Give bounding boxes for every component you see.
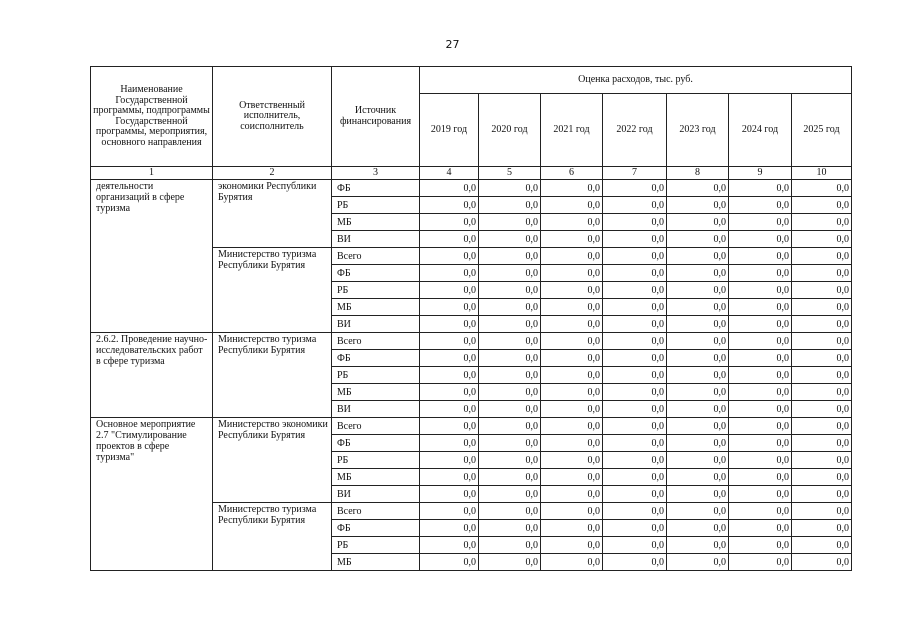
funding-source-cell: ФБ bbox=[332, 180, 420, 197]
value-cell: 0,0 bbox=[792, 486, 852, 503]
value-cell: 0,0 bbox=[603, 520, 667, 537]
header-year: 2025 год bbox=[792, 94, 852, 167]
funding-source-cell: МБ bbox=[332, 214, 420, 231]
value-cell: 0,0 bbox=[792, 265, 852, 282]
value-cell: 0,0 bbox=[792, 197, 852, 214]
column-number: 3 bbox=[332, 167, 420, 180]
funding-source-cell: ВИ bbox=[332, 316, 420, 333]
value-cell: 0,0 bbox=[420, 282, 479, 299]
value-cell: 0,0 bbox=[603, 265, 667, 282]
column-number: 7 bbox=[603, 167, 667, 180]
value-cell: 0,0 bbox=[792, 452, 852, 469]
value-cell: 0,0 bbox=[541, 350, 603, 367]
value-cell: 0,0 bbox=[603, 299, 667, 316]
value-cell: 0,0 bbox=[479, 299, 541, 316]
value-cell: 0,0 bbox=[479, 180, 541, 197]
value-cell: 0,0 bbox=[603, 469, 667, 486]
value-cell: 0,0 bbox=[667, 316, 729, 333]
value-cell: 0,0 bbox=[729, 520, 792, 537]
header-year: 2019 год bbox=[420, 94, 479, 167]
value-cell: 0,0 bbox=[729, 316, 792, 333]
value-cell: 0,0 bbox=[792, 554, 852, 571]
value-cell: 0,0 bbox=[479, 554, 541, 571]
value-cell: 0,0 bbox=[667, 418, 729, 435]
value-cell: 0,0 bbox=[541, 265, 603, 282]
value-cell: 0,0 bbox=[603, 367, 667, 384]
value-cell: 0,0 bbox=[729, 469, 792, 486]
value-cell: 0,0 bbox=[667, 367, 729, 384]
value-cell: 0,0 bbox=[792, 435, 852, 452]
value-cell: 0,0 bbox=[729, 265, 792, 282]
column-number: 5 bbox=[479, 167, 541, 180]
executor-cell: Министерство туризма Республики Бурятия bbox=[213, 503, 332, 571]
header-year: 2023 год bbox=[667, 94, 729, 167]
value-cell: 0,0 bbox=[667, 469, 729, 486]
value-cell: 0,0 bbox=[792, 214, 852, 231]
value-cell: 0,0 bbox=[729, 214, 792, 231]
value-cell: 0,0 bbox=[729, 180, 792, 197]
value-cell: 0,0 bbox=[479, 214, 541, 231]
value-cell: 0,0 bbox=[603, 435, 667, 452]
value-cell: 0,0 bbox=[420, 384, 479, 401]
value-cell: 0,0 bbox=[729, 299, 792, 316]
header-year: 2020 год bbox=[479, 94, 541, 167]
header-year: 2022 год bbox=[603, 94, 667, 167]
value-cell: 0,0 bbox=[541, 197, 603, 214]
value-cell: 0,0 bbox=[479, 418, 541, 435]
header-program-name: Наименование Государственной программы, подпрограммы Государственной программы, мероприятия, основного направления bbox=[91, 67, 213, 167]
value-cell: 0,0 bbox=[541, 180, 603, 197]
value-cell: 0,0 bbox=[420, 520, 479, 537]
column-number: 4 bbox=[420, 167, 479, 180]
value-cell: 0,0 bbox=[729, 486, 792, 503]
value-cell: 0,0 bbox=[541, 418, 603, 435]
value-cell: 0,0 bbox=[603, 197, 667, 214]
funding-source-cell: ФБ bbox=[332, 265, 420, 282]
value-cell: 0,0 bbox=[420, 214, 479, 231]
value-cell: 0,0 bbox=[729, 435, 792, 452]
value-cell: 0,0 bbox=[479, 197, 541, 214]
value-cell: 0,0 bbox=[603, 180, 667, 197]
value-cell: 0,0 bbox=[603, 486, 667, 503]
funding-source-cell: ВИ bbox=[332, 486, 420, 503]
value-cell: 0,0 bbox=[729, 282, 792, 299]
value-cell: 0,0 bbox=[729, 248, 792, 265]
value-cell: 0,0 bbox=[667, 435, 729, 452]
value-cell: 0,0 bbox=[479, 452, 541, 469]
value-cell: 0,0 bbox=[603, 452, 667, 469]
value-cell: 0,0 bbox=[603, 503, 667, 520]
funding-source-cell: Всего bbox=[332, 418, 420, 435]
value-cell: 0,0 bbox=[420, 248, 479, 265]
value-cell: 0,0 bbox=[541, 452, 603, 469]
value-cell: 0,0 bbox=[541, 316, 603, 333]
value-cell: 0,0 bbox=[792, 350, 852, 367]
column-number: 10 bbox=[792, 167, 852, 180]
executor-cell: экономики Республики Бурятия bbox=[213, 180, 332, 248]
value-cell: 0,0 bbox=[792, 231, 852, 248]
value-cell: 0,0 bbox=[667, 231, 729, 248]
value-cell: 0,0 bbox=[541, 384, 603, 401]
value-cell: 0,0 bbox=[667, 333, 729, 350]
value-cell: 0,0 bbox=[420, 469, 479, 486]
value-cell: 0,0 bbox=[667, 214, 729, 231]
value-cell: 0,0 bbox=[729, 350, 792, 367]
value-cell: 0,0 bbox=[603, 248, 667, 265]
value-cell: 0,0 bbox=[792, 180, 852, 197]
funding-source-cell: ФБ bbox=[332, 435, 420, 452]
value-cell: 0,0 bbox=[603, 282, 667, 299]
value-cell: 0,0 bbox=[729, 452, 792, 469]
value-cell: 0,0 bbox=[729, 503, 792, 520]
funding-source-cell: РБ bbox=[332, 537, 420, 554]
value-cell: 0,0 bbox=[541, 333, 603, 350]
funding-source-cell: ВИ bbox=[332, 401, 420, 418]
value-cell: 0,0 bbox=[792, 503, 852, 520]
value-cell: 0,0 bbox=[729, 333, 792, 350]
value-cell: 0,0 bbox=[541, 537, 603, 554]
program-name-cell: деятельности организаций в сфере туризма bbox=[91, 180, 213, 333]
value-cell: 0,0 bbox=[729, 197, 792, 214]
value-cell: 0,0 bbox=[792, 333, 852, 350]
table-row bbox=[91, 418, 852, 435]
funding-source-cell: Всего bbox=[332, 248, 420, 265]
value-cell: 0,0 bbox=[420, 554, 479, 571]
value-cell: 0,0 bbox=[420, 299, 479, 316]
value-cell: 0,0 bbox=[667, 248, 729, 265]
value-cell: 0,0 bbox=[729, 537, 792, 554]
value-cell: 0,0 bbox=[541, 435, 603, 452]
value-cell: 0,0 bbox=[420, 452, 479, 469]
column-number: 2 bbox=[213, 167, 332, 180]
funding-source-cell: МБ bbox=[332, 469, 420, 486]
header-executor: Ответственный исполнитель, соисполнитель bbox=[213, 67, 332, 167]
program-name-cell: Основное мероприятие 2.7 "Стимулирование проектов в сфере туризма" bbox=[91, 418, 213, 571]
funding-source-cell: Всего bbox=[332, 333, 420, 350]
column-number: 1 bbox=[91, 167, 213, 180]
value-cell: 0,0 bbox=[541, 214, 603, 231]
value-cell: 0,0 bbox=[667, 197, 729, 214]
value-cell: 0,0 bbox=[792, 537, 852, 554]
value-cell: 0,0 bbox=[479, 401, 541, 418]
value-cell: 0,0 bbox=[792, 401, 852, 418]
value-cell: 0,0 bbox=[603, 537, 667, 554]
value-cell: 0,0 bbox=[420, 180, 479, 197]
value-cell: 0,0 bbox=[667, 180, 729, 197]
value-cell: 0,0 bbox=[603, 231, 667, 248]
value-cell: 0,0 bbox=[792, 299, 852, 316]
value-cell: 0,0 bbox=[603, 384, 667, 401]
value-cell: 0,0 bbox=[479, 282, 541, 299]
value-cell: 0,0 bbox=[729, 231, 792, 248]
value-cell: 0,0 bbox=[603, 418, 667, 435]
value-cell: 0,0 bbox=[729, 401, 792, 418]
value-cell: 0,0 bbox=[479, 248, 541, 265]
header-year: 2024 год bbox=[729, 94, 792, 167]
value-cell: 0,0 bbox=[420, 401, 479, 418]
value-cell: 0,0 bbox=[420, 197, 479, 214]
program-name-cell: 2.6.2. Проведение научно-исследовательских работ в сфере туризма bbox=[91, 333, 213, 418]
value-cell: 0,0 bbox=[667, 350, 729, 367]
value-cell: 0,0 bbox=[479, 367, 541, 384]
funding-source-cell: РБ bbox=[332, 197, 420, 214]
funding-source-cell: РБ bbox=[332, 452, 420, 469]
value-cell: 0,0 bbox=[667, 384, 729, 401]
value-cell: 0,0 bbox=[541, 503, 603, 520]
value-cell: 0,0 bbox=[792, 282, 852, 299]
value-cell: 0,0 bbox=[729, 367, 792, 384]
value-cell: 0,0 bbox=[792, 469, 852, 486]
funding-source-cell: МБ bbox=[332, 554, 420, 571]
value-cell: 0,0 bbox=[541, 401, 603, 418]
page-number: 27 bbox=[445, 38, 460, 51]
value-cell: 0,0 bbox=[667, 401, 729, 418]
header-funding-source: Источник финансирования bbox=[332, 67, 420, 167]
funding-source-cell: МБ bbox=[332, 299, 420, 316]
value-cell: 0,0 bbox=[479, 231, 541, 248]
value-cell: 0,0 bbox=[420, 350, 479, 367]
value-cell: 0,0 bbox=[667, 452, 729, 469]
value-cell: 0,0 bbox=[541, 282, 603, 299]
table-body bbox=[91, 180, 852, 571]
value-cell: 0,0 bbox=[541, 299, 603, 316]
value-cell: 0,0 bbox=[541, 469, 603, 486]
value-cell: 0,0 bbox=[667, 520, 729, 537]
value-cell: 0,0 bbox=[792, 248, 852, 265]
value-cell: 0,0 bbox=[420, 486, 479, 503]
funding-source-cell: ФБ bbox=[332, 520, 420, 537]
value-cell: 0,0 bbox=[792, 418, 852, 435]
executor-cell: Министерство туризма Республики Бурятия bbox=[213, 333, 332, 418]
value-cell: 0,0 bbox=[667, 503, 729, 520]
funding-source-cell: Всего bbox=[332, 503, 420, 520]
value-cell: 0,0 bbox=[420, 265, 479, 282]
value-cell: 0,0 bbox=[541, 486, 603, 503]
value-cell: 0,0 bbox=[603, 401, 667, 418]
header-costs-title: Оценка расходов, тыс. руб. bbox=[420, 67, 852, 94]
value-cell: 0,0 bbox=[541, 554, 603, 571]
funding-source-cell: ВИ bbox=[332, 231, 420, 248]
value-cell: 0,0 bbox=[729, 554, 792, 571]
header-year: 2021 год bbox=[541, 94, 603, 167]
value-cell: 0,0 bbox=[603, 316, 667, 333]
value-cell: 0,0 bbox=[603, 554, 667, 571]
value-cell: 0,0 bbox=[420, 367, 479, 384]
value-cell: 0,0 bbox=[420, 418, 479, 435]
value-cell: 0,0 bbox=[479, 316, 541, 333]
value-cell: 0,0 bbox=[420, 231, 479, 248]
value-cell: 0,0 bbox=[792, 367, 852, 384]
value-cell: 0,0 bbox=[603, 214, 667, 231]
value-cell: 0,0 bbox=[479, 486, 541, 503]
expenditure-table bbox=[90, 66, 852, 571]
value-cell: 0,0 bbox=[479, 503, 541, 520]
value-cell: 0,0 bbox=[479, 435, 541, 452]
value-cell: 0,0 bbox=[479, 333, 541, 350]
value-cell: 0,0 bbox=[792, 384, 852, 401]
table-row bbox=[91, 180, 852, 197]
value-cell: 0,0 bbox=[479, 265, 541, 282]
value-cell: 0,0 bbox=[667, 299, 729, 316]
column-number: 9 bbox=[729, 167, 792, 180]
value-cell: 0,0 bbox=[667, 554, 729, 571]
value-cell: 0,0 bbox=[420, 435, 479, 452]
value-cell: 0,0 bbox=[420, 333, 479, 350]
value-cell: 0,0 bbox=[479, 350, 541, 367]
value-cell: 0,0 bbox=[479, 469, 541, 486]
value-cell: 0,0 bbox=[667, 265, 729, 282]
value-cell: 0,0 bbox=[667, 282, 729, 299]
value-cell: 0,0 bbox=[667, 486, 729, 503]
value-cell: 0,0 bbox=[603, 350, 667, 367]
funding-source-cell: ФБ bbox=[332, 350, 420, 367]
value-cell: 0,0 bbox=[479, 384, 541, 401]
value-cell: 0,0 bbox=[420, 316, 479, 333]
value-cell: 0,0 bbox=[792, 316, 852, 333]
funding-source-cell: МБ bbox=[332, 384, 420, 401]
value-cell: 0,0 bbox=[541, 520, 603, 537]
value-cell: 0,0 bbox=[541, 231, 603, 248]
value-cell: 0,0 bbox=[479, 520, 541, 537]
column-number: 8 bbox=[667, 167, 729, 180]
value-cell: 0,0 bbox=[667, 537, 729, 554]
table-row bbox=[91, 333, 852, 350]
value-cell: 0,0 bbox=[792, 520, 852, 537]
value-cell: 0,0 bbox=[729, 384, 792, 401]
executor-cell: Министерство туризма Республики Бурятия bbox=[213, 248, 332, 333]
executor-cell: Министерство экономики Республики Бурятия bbox=[213, 418, 332, 503]
value-cell: 0,0 bbox=[420, 503, 479, 520]
funding-source-cell: РБ bbox=[332, 367, 420, 384]
value-cell: 0,0 bbox=[420, 537, 479, 554]
value-cell: 0,0 bbox=[479, 537, 541, 554]
funding-source-cell: РБ bbox=[332, 282, 420, 299]
value-cell: 0,0 bbox=[541, 367, 603, 384]
value-cell: 0,0 bbox=[541, 248, 603, 265]
value-cell: 0,0 bbox=[729, 418, 792, 435]
value-cell: 0,0 bbox=[603, 333, 667, 350]
column-number: 6 bbox=[541, 167, 603, 180]
